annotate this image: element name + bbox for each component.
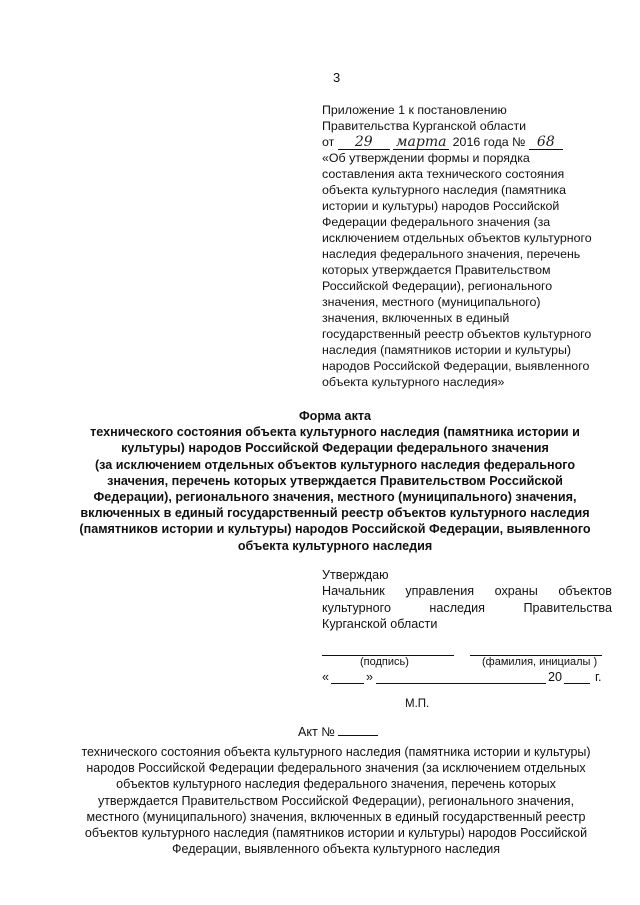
form-heading-line: объекта культурного наследия <box>237 538 433 553</box>
handwritten-month: марта <box>393 136 449 150</box>
appendix-line-2: Правительства Курганской области <box>322 119 527 133</box>
act-number-blank <box>338 735 378 736</box>
act-body-line: объектов культурного наследия (памятников истории и культуры) народов Российской <box>84 826 588 841</box>
act-title <box>298 725 378 739</box>
form-heading-line: культуры) народов Российской Федерации федерального значения <box>121 441 549 456</box>
date-year-prefix: 20 <box>548 670 563 684</box>
appendix-date-line <box>322 134 612 150</box>
quote-line: значения, включенных в единый <box>322 311 510 325</box>
handwritten-number: 68 <box>529 136 563 150</box>
form-heading-line: значения, перечень которых утверждается Правительством Российской <box>107 473 563 488</box>
quote-line: Федерации федерального значения (за <box>322 215 551 229</box>
quote-line: народов Российской Федерации, выявленного <box>322 359 590 373</box>
date-month-blank <box>376 683 546 684</box>
approver-position-line-3: Курганской области <box>322 616 438 631</box>
from-label: от <box>322 135 335 149</box>
approval-block <box>322 567 612 632</box>
year-text: 2016 года № <box>452 135 526 149</box>
form-heading <box>50 408 620 554</box>
quote-line: которых утверждается Правительством <box>322 263 551 277</box>
approval-date-line <box>322 670 612 686</box>
approve-word: Утверждаю <box>322 568 389 582</box>
quote-line: государственный реестр объектов культурного <box>322 327 592 341</box>
signature-caption: (подпись) <box>360 656 409 668</box>
quote-line: исключением отдельных объектов культурного <box>322 231 592 245</box>
form-heading-line: включенных в единый государственный реестр объектов культурного наследия <box>80 506 590 521</box>
quote-line: объекта культурного наследия (памятника <box>322 183 566 197</box>
date-day-blank <box>331 683 364 684</box>
date-year-blank <box>564 683 590 684</box>
approver-position-line-1: Начальник управления охраны объектов <box>322 584 612 599</box>
date-close-quote: » <box>366 670 374 684</box>
quote-line: наследия (памятников истории и культуры) <box>322 343 572 357</box>
act-body-line: народов Российской Федерации федерального значения (за исключением отдельных <box>86 761 586 776</box>
act-body-line: утверждается Правительством Российской Федерации), регионального значения, <box>97 793 575 808</box>
quote-line: объекта культурного наследия» <box>322 375 505 389</box>
date-year-suffix: г. <box>595 670 602 684</box>
quote-line: наследия федерального значения, перечень <box>322 247 581 261</box>
form-heading-line: технического состояния объекта культурного наследия (памятника истории и <box>90 425 580 440</box>
name-caption: (фамилия, инициалы ) <box>482 656 598 668</box>
handwritten-day: 29 <box>338 136 390 150</box>
act-body <box>60 744 612 857</box>
act-title-text: Акт № <box>298 725 335 739</box>
quote-line: составления акта технического состояния <box>322 167 565 181</box>
quote-line: «Об утверждении формы и порядка <box>322 151 530 165</box>
approver-position-line-2: культурного наследия Правительства <box>322 600 612 615</box>
page-number: 3 <box>333 70 341 85</box>
appendix-quote <box>322 150 612 390</box>
quote-line: значения, местного (муниципального) <box>322 295 541 309</box>
act-body-line: объектов культурного наследия федерального значения, перечень которых <box>116 777 556 792</box>
form-heading-line: (памятников истории и культуры) народов Российской Федерации, выявленного <box>79 522 591 537</box>
appendix-block <box>322 102 612 390</box>
form-heading-line: Федерации), регионального значения, местного (муниципального) значения, <box>93 490 577 505</box>
date-open-quote: « <box>322 670 330 684</box>
act-body-line: Федерации, выявленного объекта культурного наследия <box>172 842 500 857</box>
appendix-line-1: Приложение 1 к постановлению <box>322 103 507 117</box>
form-heading-line: (за исключением отдельных объектов культурного наследия федерального <box>94 457 576 472</box>
act-body-line: местного (муниципального) значения, включенных в единый государственный реестр <box>86 809 586 824</box>
stamp-label: М.П. <box>405 698 430 710</box>
quote-line: Российской Федерации), регионального <box>322 279 553 293</box>
quote-line: истории и культуры) народов Российской <box>322 199 560 213</box>
form-heading-title: Форма акта <box>298 409 372 423</box>
act-body-line: технического состояния объекта культурного наследия (памятника истории и культуры) <box>81 745 591 759</box>
